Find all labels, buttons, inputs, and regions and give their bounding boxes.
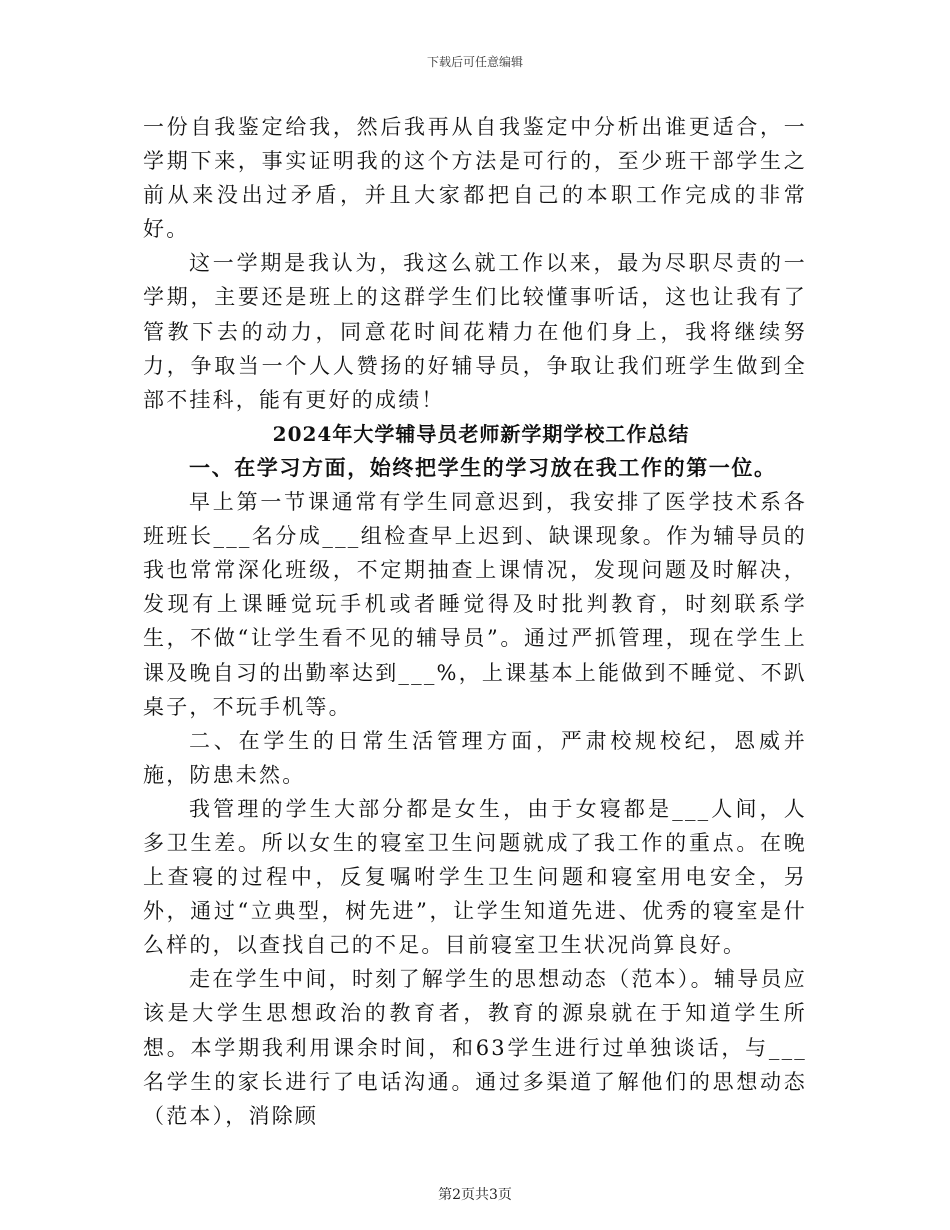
paragraph-dormitory: 我管理的学生大部分都是女生，由于女寝都是___人间，人多卫生差。所以女生的寝室卫生问题就成了我工作的重点。在晚上查寝的过程中，反复嘱咐学生卫生问题和寝室用电安全，另外，通过“立典型，树先进”，让学生知道先进、优秀的寝室是什么样的，以查找自己的不足。目前寝室卫生状况尚算良好。 <box>143 796 807 958</box>
page-header: 下载后可任意编辑 <box>426 55 523 69</box>
document-body <box>143 110 807 1133</box>
section-heading-daily-life: 二、在学生的日常生活管理方面，严肃校规校纪，恩威并施，防患未然。 <box>143 728 807 787</box>
paragraph-semester-reflection: 这一学期是我认为，我这么就工作以来，最为尽职尽责的一学期，主要还是班上的这群学生们比较懂事听话，这也让我有了管教下去的动力，同意花时间花精力在他们身上，我将继续努力，争取当一个人人赞扬的好辅导员，争取让我们班学生做到全部不挂科，能有更好的成绩！ <box>143 251 807 412</box>
section-heading-study: 一、在学习方面，始终把学生的学习放在我工作的第一位。 <box>189 454 777 480</box>
paragraph-attendance: 早上第一节课通常有学生同意迟到，我安排了医学技术系各班班长___名分成___组检查早上迟到、缺课现象。作为辅导员的我也常常深化班级，不定期抽查上课情况，发现问题及时解决，发现有上课睡觉玩手机或者睡觉得及时批判教育，时刻联系学生，不做“让学生看不见的辅导员”。通过严抓管理，现在学生上课及晚自习的出勤率达到___%，上课基本上能做到不睡觉、不趴桌子，不玩手机等。 <box>143 490 807 719</box>
paragraph-self-assessment: 一份自我鉴定给我，然后我再从自我鉴定中分析出谁更适合，一学期下来，事实证明我的这个方法是可行的，至少班干部学生之前从来没出过矛盾，并且大家都把自己的本职工作完成的非常好。 <box>143 115 807 242</box>
page-footer: 第2页共3页 <box>438 1187 512 1203</box>
document-title: 2024年大学辅导员老师新学期学校工作总结 <box>272 421 690 446</box>
paragraph-student-thoughts: 走在学生中间，时刻了解学生的思想动态（范本）。辅导员应该是大学生思想政治的教育者，教育的源泉就在于知道学生所想。本学期我利用课余时间，和63学生进行过单独谈话，与___名学生的家长进行了电话沟通。通过多渠道了解他们的思想动态（范本），消除顾 <box>143 967 807 1128</box>
